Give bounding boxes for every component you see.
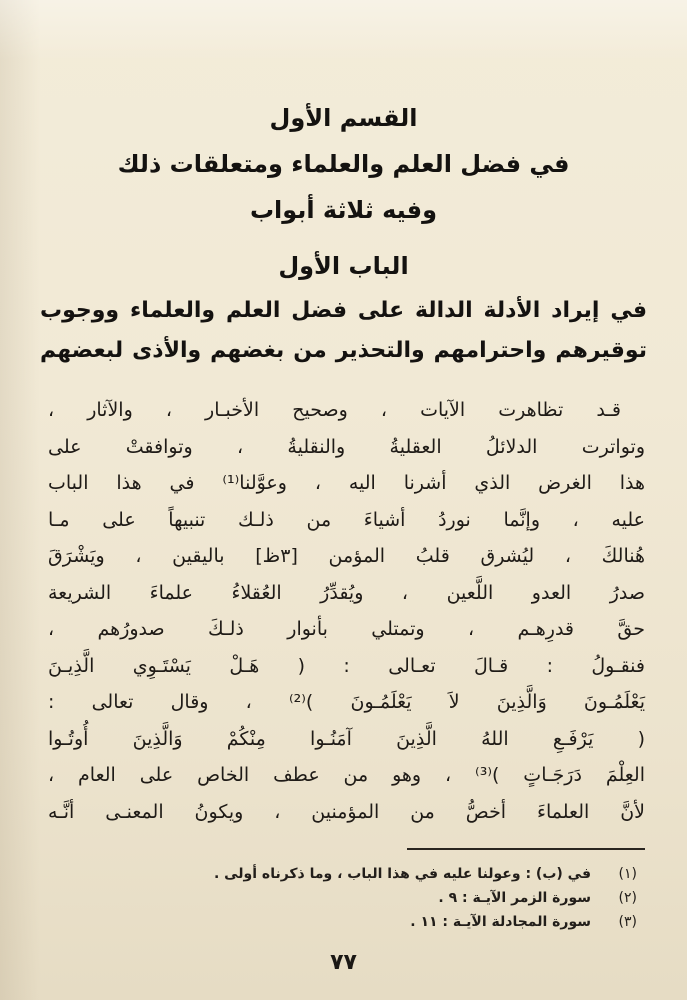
chapter-subtitle-line: توقيرهم واحترامهم والتحذير من بغضهم والأذى لبعضهم: [40, 338, 647, 363]
section-subtitle-2: وفيه ثلاثة أبواب: [249, 196, 438, 224]
page-number: ٧٧: [330, 950, 357, 975]
footnote-number: (١): [618, 866, 637, 882]
body-line: فنقـولُ : قـالَ تعـالى : ( هَـلْ يَسْتَـوِي الَّذِيـنَ: [48, 654, 645, 677]
footnote: [150, 862, 637, 886]
body-line: هُنالكَ ، ليُشرق قلبُ المؤمن [٣ظ] باليقين ، ويَشْرَقَ: [48, 545, 646, 567]
chapter-subtitle-line: في إيراد الأدلة الدالة على فضل العلم والعلماء ووجوب: [40, 298, 647, 323]
body-line: هذا الغرض الذي أشرنا اليه ، وعوَّلنا⁽¹⁾ في هذا الباب: [48, 472, 646, 494]
footnote-number: (٢): [618, 890, 637, 906]
body-line: وتواترت الدلائلُ العقليةُ والنقليةُ ، وتوافقتْ على: [48, 435, 645, 458]
footnote: [150, 910, 637, 934]
body-text: [48, 392, 645, 830]
body-line: يَعْلَمُـونَ وَالَّذِينَ لاَ يَعْلَمُـونَ )⁽²⁾ ، وقال تعالى :: [48, 691, 645, 713]
body-line: العِلْمَ دَرَجَـاتٍ )⁽³⁾ ، وهو من عطف الخاص على العام ،: [48, 764, 645, 786]
footnote-text: في (ب) : وعولنا عليه في هذا الباب ، وما ذكرناه أولى .: [213, 866, 591, 882]
section-title: القسم الأول: [269, 104, 418, 132]
footnote-text: سورة الزمر الآيـة : ٩ .: [438, 890, 591, 906]
body-line: ( يَرْفَـعِ اللهُ الَّذِينَ آمَنُـوا مِنْكُمْ وَالَّذِينَ أُوتُـوا: [48, 727, 645, 750]
chapter-title: الباب الأول: [278, 252, 409, 280]
body-line: قـد تظاهرت الآيات ، وصحيح الأخبـار ، والآثار ،: [48, 399, 621, 421]
body-line: صدرُ العدو اللَّعين ، ويُقدِّرُ العُقلاءُ علماءَ الشريعة: [48, 581, 645, 604]
body-line: حقَّ قدرِهـم ، وتمتلي بأنوار ذلـكَ صدورُهم ،: [48, 618, 645, 640]
page-highlight: [0, 0, 687, 60]
body-line: لأنَّ العلماءَ أخصُّ من المؤمنين ، ويكونُ المعنـى أنَّـه: [48, 800, 645, 823]
body-line: عليه ، وإنَّما نوردُ أشياءَ من ذلـك تنبيهاً على مـا: [48, 508, 645, 531]
footnotes: [150, 862, 637, 934]
footnote-text: سورة المجادلة الآيـة : ١١ .: [410, 914, 591, 930]
footnote: [150, 886, 637, 910]
section-subtitle: في فضل العلم والعلماء ومتعلقات ذلك: [117, 150, 570, 178]
footnote-number: (٣): [618, 914, 637, 930]
footnote-divider: [407, 848, 645, 850]
